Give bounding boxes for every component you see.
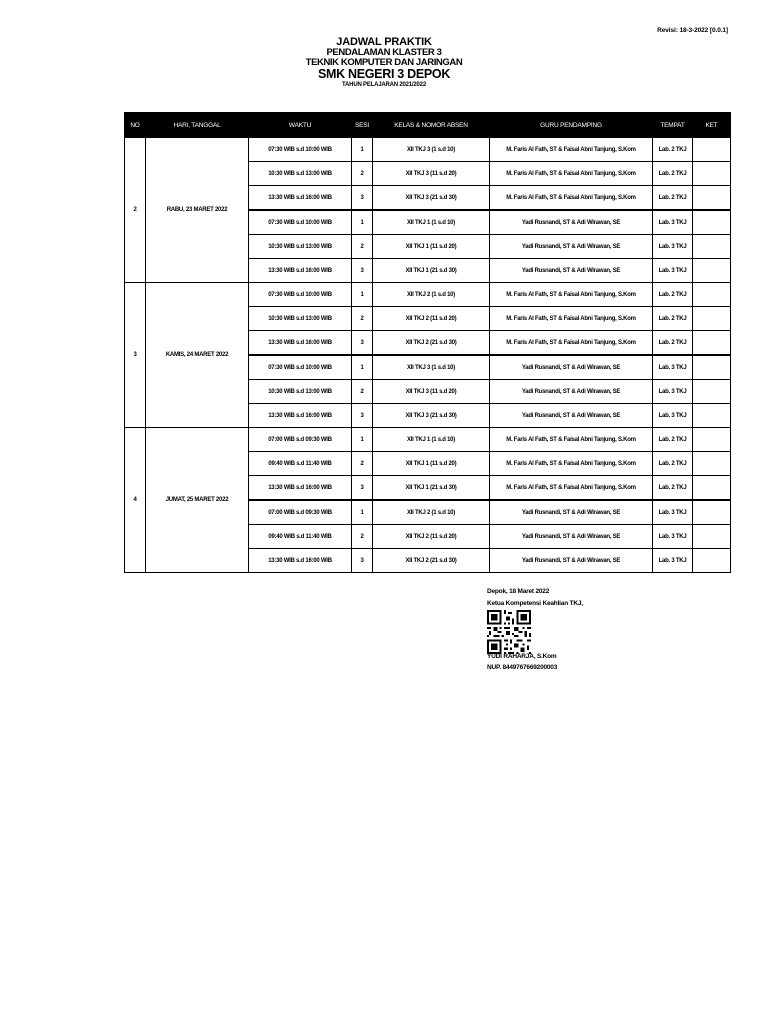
cell-session: 1 bbox=[352, 210, 373, 235]
cell-note bbox=[693, 380, 731, 404]
school-name: SMK NEGERI 3 DEPOK bbox=[317, 67, 451, 81]
table-body bbox=[125, 138, 731, 573]
cell-place: Lab. 3 TKJ bbox=[653, 355, 693, 380]
col-time: WAKTU bbox=[249, 113, 352, 138]
schedule-table bbox=[124, 112, 731, 573]
cell-teacher: M. Faris Al Fath, ST & Faisal Abni Tanjung, S.Kom bbox=[490, 138, 653, 162]
cell-time: 07:00 WIB s.d 09:30 WIB bbox=[249, 500, 352, 525]
cell-session: 2 bbox=[352, 380, 373, 404]
cell-place: Lab. 3 TKJ bbox=[653, 500, 693, 525]
cell-place: Lab. 2 TKJ bbox=[653, 186, 693, 211]
cell-class: XII TKJ 2 (21 s.d 30) bbox=[373, 331, 490, 356]
cell-date: RABU, 23 MARET 2022 bbox=[146, 138, 249, 283]
cell-note bbox=[693, 138, 731, 162]
cell-note bbox=[693, 283, 731, 307]
cell-note bbox=[693, 525, 731, 549]
cell-note bbox=[693, 428, 731, 452]
cell-note bbox=[693, 210, 731, 235]
cell-no: 4 bbox=[125, 428, 146, 573]
cell-class: XII TKJ 2 (1 s.d 10) bbox=[373, 500, 490, 525]
cell-class: XII TKJ 2 (11 s.d 20) bbox=[373, 307, 490, 331]
cell-class: XII TKJ 1 (11 s.d 20) bbox=[373, 452, 490, 476]
cell-place: Lab. 2 TKJ bbox=[653, 428, 693, 452]
cell-note bbox=[693, 404, 731, 428]
cell-class: XII TKJ 1 (21 s.d 30) bbox=[373, 476, 490, 501]
revision-label: Revisi: 18-3-2022 [0.0.1] bbox=[657, 27, 728, 34]
cell-teacher: M. Faris Al Fath, ST & Faisal Abni Tanjung, S.Kom bbox=[490, 307, 653, 331]
cell-session: 3 bbox=[352, 404, 373, 428]
col-teacher: GURU PENDAMPING bbox=[490, 113, 653, 138]
cell-teacher: M. Faris Al Fath, ST & Faisal Abni Tanjung, S.Kom bbox=[490, 331, 653, 356]
cell-note bbox=[693, 259, 731, 283]
cell-teacher: M. Faris Al Fath, ST & Faisal Abni Tanjung, S.Kom bbox=[490, 283, 653, 307]
table-header-row bbox=[125, 113, 731, 138]
cell-place: Lab. 2 TKJ bbox=[653, 138, 693, 162]
cell-teacher: Yadi Rusnandi, ST & Adi Wirawan, SE bbox=[490, 500, 653, 525]
cell-time: 10:30 WIB s.d 13:00 WIB bbox=[249, 380, 352, 404]
col-no: NO bbox=[125, 113, 146, 138]
cell-note bbox=[693, 549, 731, 573]
cell-session: 1 bbox=[352, 428, 373, 452]
cell-teacher: M. Faris Al Fath, ST & Faisal Abni Tanjung, S.Kom bbox=[490, 452, 653, 476]
cell-teacher: Yadi Rusnandi, ST & Adi Wirawan, SE bbox=[490, 525, 653, 549]
cell-session: 1 bbox=[352, 500, 373, 525]
cell-session: 3 bbox=[352, 186, 373, 211]
col-session: SESI bbox=[352, 113, 373, 138]
cell-place: Lab. 3 TKJ bbox=[653, 549, 693, 573]
table-row bbox=[125, 283, 731, 307]
cell-place: Lab. 2 TKJ bbox=[653, 283, 693, 307]
cell-place: Lab. 2 TKJ bbox=[653, 162, 693, 186]
title-line-3: TEKNIK KOMPUTER DAN JARINGAN bbox=[305, 57, 463, 68]
cell-time: 07:30 WIB s.d 10:00 WIB bbox=[249, 355, 352, 380]
cell-place: Lab. 2 TKJ bbox=[653, 452, 693, 476]
signer-block bbox=[487, 651, 557, 673]
cell-class: XII TKJ 1 (21 s.d 30) bbox=[373, 259, 490, 283]
cell-teacher: M. Faris Al Fath, ST & Faisal Abni Tanjung, S.Kom bbox=[490, 428, 653, 452]
cell-time: 07:30 WIB s.d 10:00 WIB bbox=[249, 283, 352, 307]
cell-session: 2 bbox=[352, 162, 373, 186]
cell-session: 3 bbox=[352, 259, 373, 283]
signature-block bbox=[487, 586, 583, 610]
cell-place: Lab. 3 TKJ bbox=[653, 259, 693, 283]
cell-teacher: Yadi Rusnandi, ST & Adi Wirawan, SE bbox=[490, 259, 653, 283]
cell-teacher: M. Faris Al Fath, ST & Faisal Abni Tanjung, S.Kom bbox=[490, 162, 653, 186]
cell-note bbox=[693, 186, 731, 211]
cell-time: 13:30 WIB s.d 16:00 WIB bbox=[249, 404, 352, 428]
cell-teacher: Yadi Rusnandi, ST & Adi Wirawan, SE bbox=[490, 380, 653, 404]
cell-time: 13:30 WIB s.d 16:00 WIB bbox=[249, 259, 352, 283]
cell-class: XII TKJ 1 (1 s.d 10) bbox=[373, 210, 490, 235]
cell-teacher: M. Faris Al Fath, ST & Faisal Abni Tanjung, S.Kom bbox=[490, 186, 653, 211]
cell-session: 2 bbox=[352, 525, 373, 549]
table-row bbox=[125, 428, 731, 452]
cell-place: Lab. 2 TKJ bbox=[653, 476, 693, 501]
cell-time: 13:30 WIB s.d 16:00 WIB bbox=[249, 476, 352, 501]
cell-place: Lab. 2 TKJ bbox=[653, 331, 693, 356]
cell-date: KAMIS, 24 MARET 2022 bbox=[146, 283, 249, 428]
cell-place: Lab. 3 TKJ bbox=[653, 404, 693, 428]
cell-note bbox=[693, 500, 731, 525]
cell-place: Lab. 2 TKJ bbox=[653, 307, 693, 331]
cell-place: Lab. 3 TKJ bbox=[653, 210, 693, 235]
cell-session: 3 bbox=[352, 476, 373, 501]
signer-name: YUDI RAHARJA, S.Kom bbox=[487, 653, 557, 660]
cell-teacher: Yadi Rusnandi, ST & Adi Wirawan, SE bbox=[490, 549, 653, 573]
title-line-1: JADWAL PRAKTIK bbox=[336, 36, 432, 48]
signature-place-date: Depok, 18 Maret 2022 bbox=[487, 588, 550, 595]
cell-time: 13:30 WIB s.d 16:00 WIB bbox=[249, 186, 352, 211]
cell-session: 2 bbox=[352, 452, 373, 476]
cell-teacher: Yadi Rusnandi, ST & Adi Wirawan, SE bbox=[490, 210, 653, 235]
cell-class: XII TKJ 2 (11 s.d 20) bbox=[373, 525, 490, 549]
cell-note bbox=[693, 235, 731, 259]
col-class: KELAS & NOMOR ABSEN bbox=[373, 113, 490, 138]
cell-class: XII TKJ 3 (21 s.d 30) bbox=[373, 186, 490, 211]
col-place: TEMPAT bbox=[653, 113, 693, 138]
cell-class: XII TKJ 3 (1 s.d 10) bbox=[373, 138, 490, 162]
cell-class: XII TKJ 2 (1 s.d 10) bbox=[373, 283, 490, 307]
cell-session: 3 bbox=[352, 549, 373, 573]
cell-teacher: M. Faris Al Fath, ST & Faisal Abni Tanjung, S.Kom bbox=[490, 476, 653, 501]
cell-time: 07:00 WIB s.d 09:30 WIB bbox=[249, 428, 352, 452]
cell-session: 3 bbox=[352, 331, 373, 356]
cell-class: XII TKJ 3 (1 s.d 10) bbox=[373, 355, 490, 380]
cell-class: XII TKJ 1 (11 s.d 20) bbox=[373, 235, 490, 259]
signature-role: Ketua Kompetensi Keahlian TKJ, bbox=[487, 600, 583, 607]
col-note: KET bbox=[693, 113, 731, 138]
cell-place: Lab. 3 TKJ bbox=[653, 235, 693, 259]
cell-session: 1 bbox=[352, 138, 373, 162]
cell-time: 09:40 WIB s.d 11:40 WIB bbox=[249, 525, 352, 549]
cell-time: 10:30 WIB s.d 13:00 WIB bbox=[249, 307, 352, 331]
cell-time: 13:30 WIB s.d 16:00 WIB bbox=[249, 549, 352, 573]
cell-date: JUMAT, 25 MARET 2022 bbox=[146, 428, 249, 573]
cell-time: 07:30 WIB s.d 10:00 WIB bbox=[249, 210, 352, 235]
col-date: HARI, TANGGAL bbox=[146, 113, 249, 138]
cell-session: 1 bbox=[352, 283, 373, 307]
cell-teacher: Yadi Rusnandi, ST & Adi Wirawan, SE bbox=[490, 404, 653, 428]
signer-nup: NUP. 8449767669200003 bbox=[487, 664, 558, 671]
cell-time: 09:40 WIB s.d 11:40 WIB bbox=[249, 452, 352, 476]
academic-year: TAHUN PELAJARAN 2021/2022 bbox=[342, 82, 426, 88]
cell-note bbox=[693, 476, 731, 501]
cell-place: Lab. 3 TKJ bbox=[653, 525, 693, 549]
cell-no: 2 bbox=[125, 138, 146, 283]
cell-teacher: Yadi Rusnandi, ST & Adi Wirawan, SE bbox=[490, 235, 653, 259]
document-title bbox=[0, 36, 768, 89]
cell-time: 10:30 WIB s.d 13:00 WIB bbox=[249, 235, 352, 259]
qr-code-icon bbox=[487, 610, 531, 654]
cell-teacher: Yadi Rusnandi, ST & Adi Wirawan, SE bbox=[490, 355, 653, 380]
cell-time: 13:30 WIB s.d 16:00 WIB bbox=[249, 331, 352, 356]
title-line-2: PENDALAMAN KLASTER 3 bbox=[326, 47, 442, 58]
cell-time: 07:30 WIB s.d 10:00 WIB bbox=[249, 138, 352, 162]
cell-session: 2 bbox=[352, 307, 373, 331]
table-row bbox=[125, 138, 731, 162]
cell-note bbox=[693, 355, 731, 380]
cell-time: 10:30 WIB s.d 13:00 WIB bbox=[249, 162, 352, 186]
cell-note bbox=[693, 162, 731, 186]
cell-place: Lab. 3 TKJ bbox=[653, 380, 693, 404]
cell-class: XII TKJ 3 (11 s.d 20) bbox=[373, 380, 490, 404]
cell-note bbox=[693, 452, 731, 476]
cell-session: 2 bbox=[352, 235, 373, 259]
cell-note bbox=[693, 331, 731, 356]
cell-class: XII TKJ 3 (11 s.d 20) bbox=[373, 162, 490, 186]
cell-class: XII TKJ 3 (21 s.d 30) bbox=[373, 404, 490, 428]
cell-class: XII TKJ 1 (1 s.d 10) bbox=[373, 428, 490, 452]
cell-no: 3 bbox=[125, 283, 146, 428]
cell-class: XII TKJ 2 (21 s.d 30) bbox=[373, 549, 490, 573]
cell-note bbox=[693, 307, 731, 331]
cell-session: 1 bbox=[352, 355, 373, 380]
